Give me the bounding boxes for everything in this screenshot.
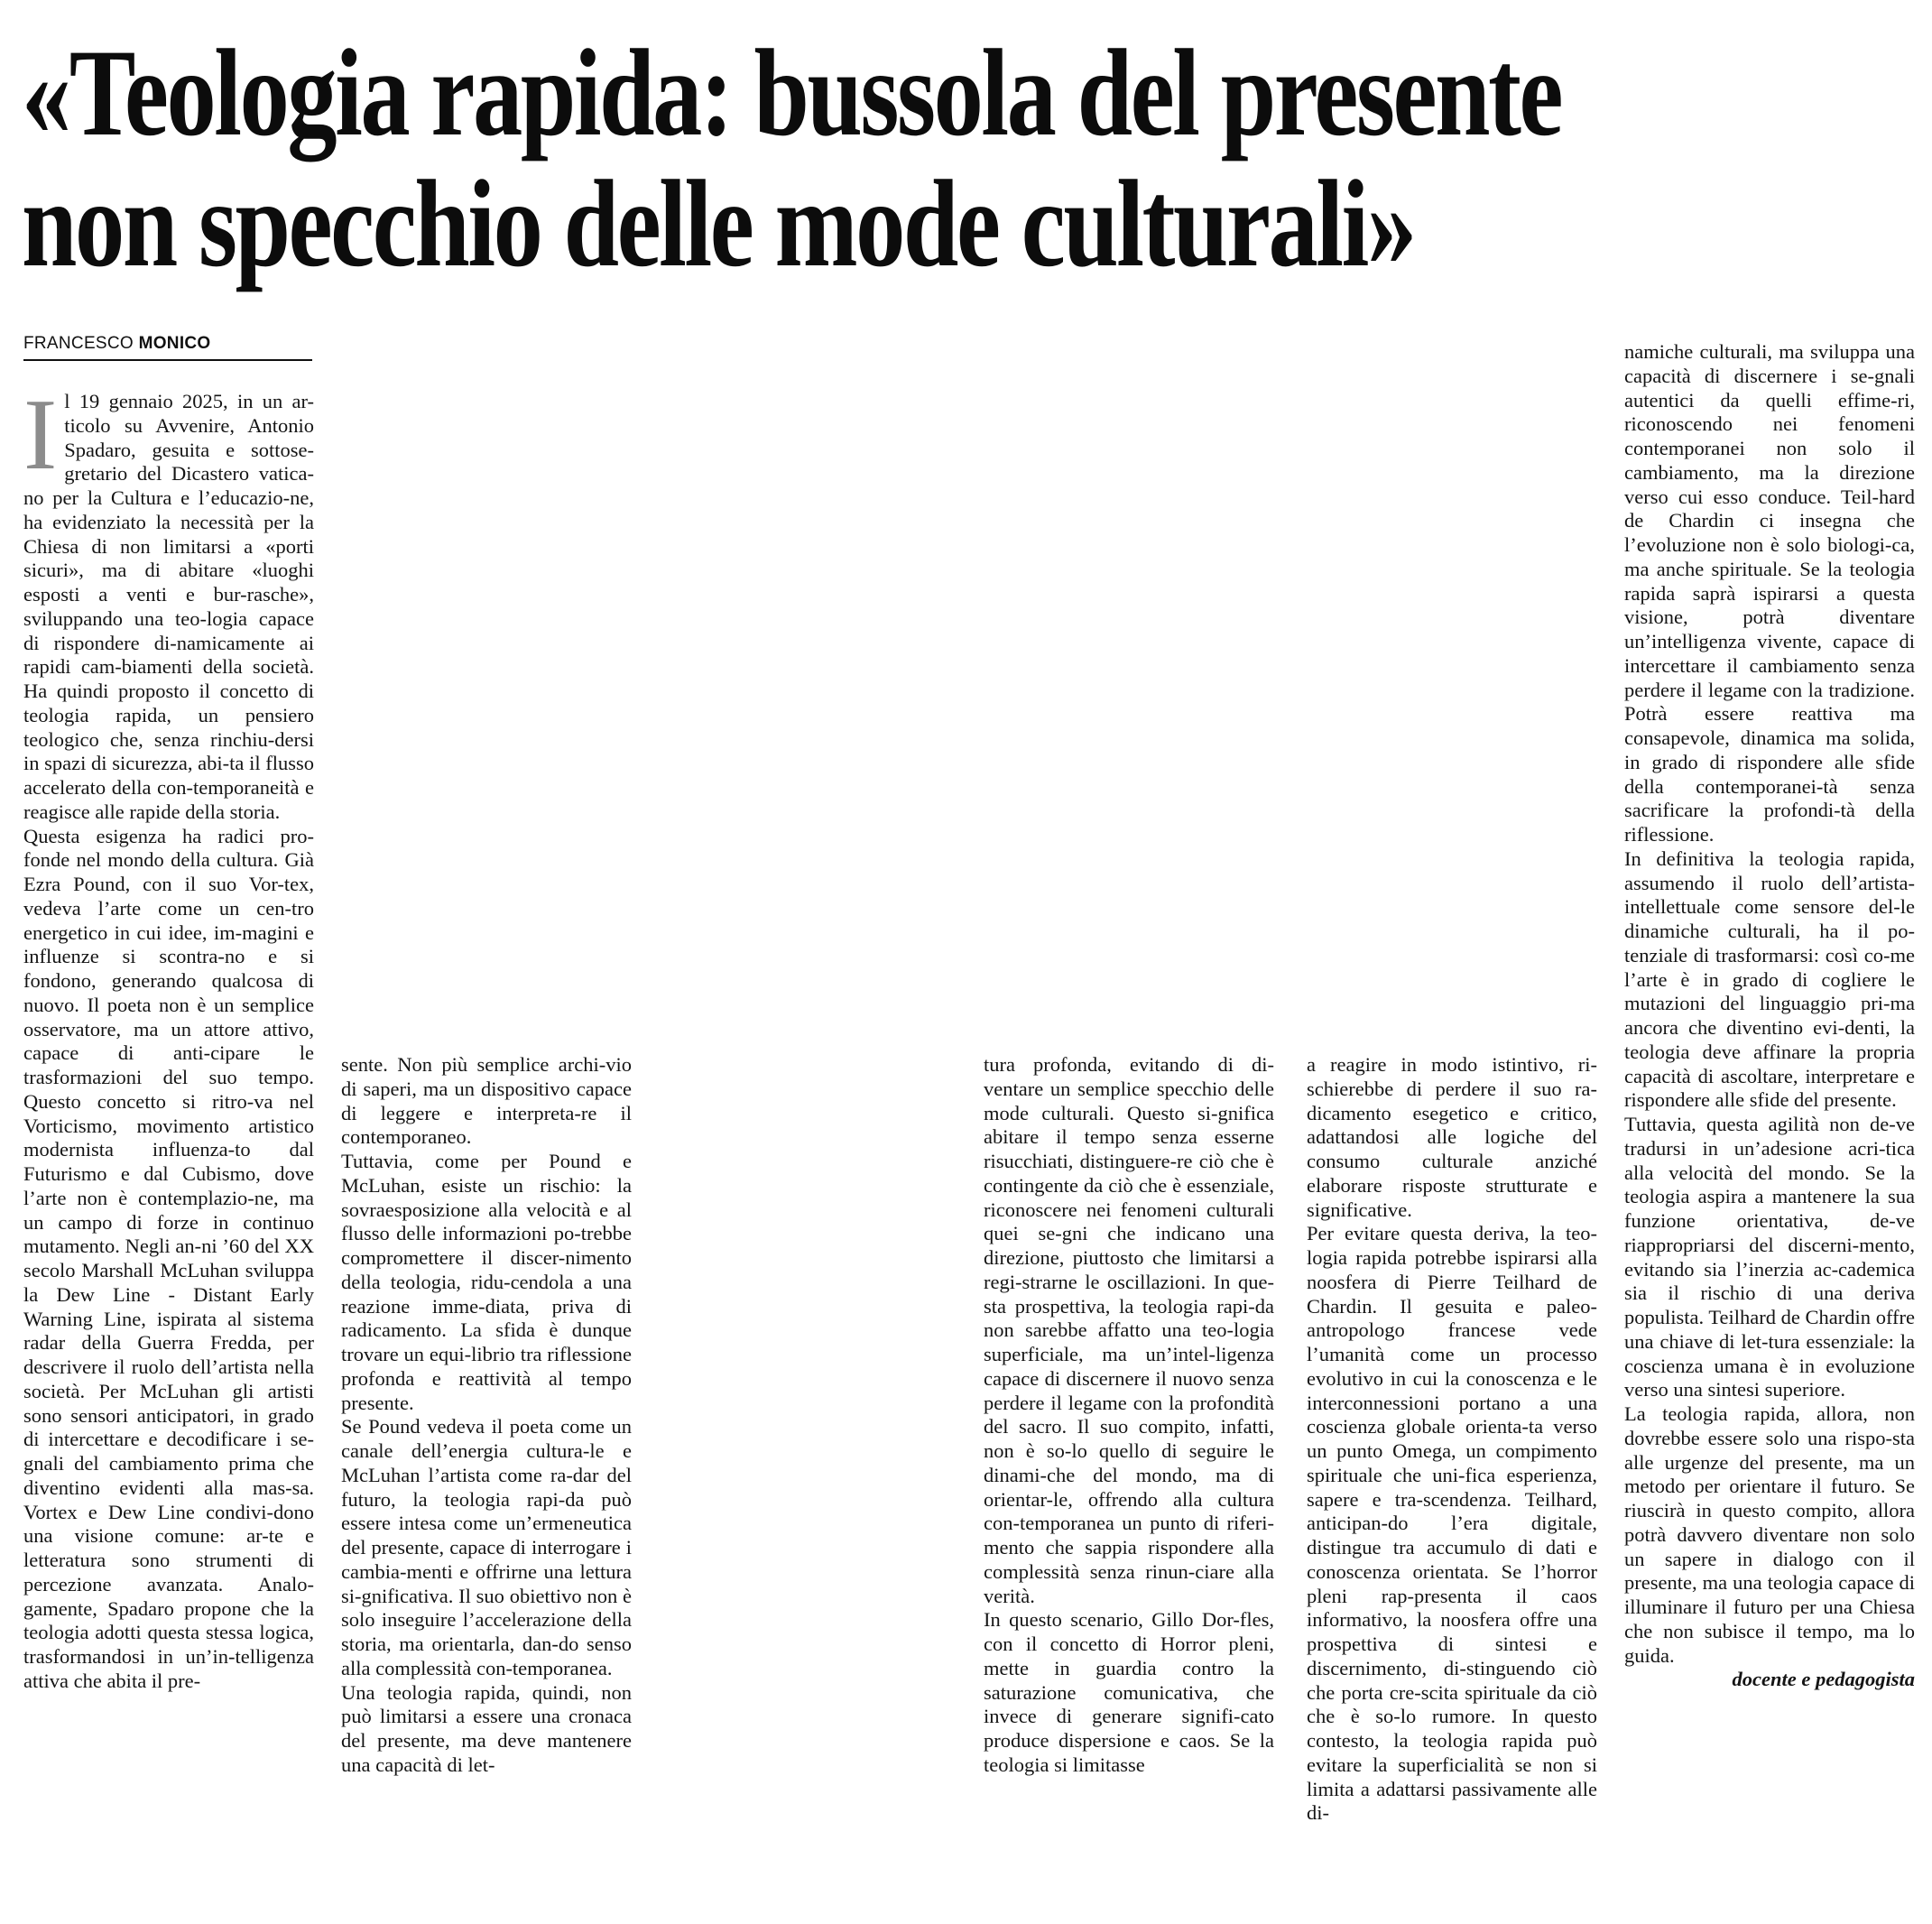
paragraph-text: Questa esigenza ha radici pro-fonde nel mondo della cultura. Già Ezra Pound, con il suo Vor-tex, vedeva l’arte come un cen-tro energetico in cui idee, im-magini e influenze si scontra-no e si fondono, generando qualcosa di nuovo. Il poeta non è un semplice osservatore, ma un attore attivo, capace di anti-cipare le trasformazioni del suo tempo. Questo concetto si ritro-va nel Vorticismo, movimento artistico modernista influenza-to dal Futurismo e dal Cubismo, dove l’arte non è contemplazio-ne, ma un campo di forze in continuo mutamento. Negli an-ni ’60 del XX secolo Marshall McLuhan sviluppa la Dew Line - Distant Early Warning Line, ispirata al sistema radar della Guerra Fredda, per descrivere il ruolo dell’artista nella società. Per McLuhan gli artisti sono sensori anticipatori, in grado di intercettare e decodificare i se-gnali del cambiamento prima che diventino evidenti alla mas-sa. Vortex e Dew Line condivi-dono una visione comune: ar-te e letteratura sono strumenti di percezione avanzata. Analo-gamente, Spadaro propone che la teologia adotti questa stessa logica, trasformandosi in un’in-telligenza attiva che abita il pre- — [23, 824, 314, 1692]
paragraph-text: Per evitare questa deriva, la teo-logia rapida potrebbe ispirarsi alla noosfera di Pierre Teilhard de Chardin. Il gesuita e paleo-antropologo francese vede l’umanità come un processo evolutivo in cui la conoscenza e le interconnessioni portano a una coscienza globale orienta-ta verso un punto Omega, un compimento spirituale che uni-fica esperienza, sapere e tra-scendenza. Teilhard, anticipan-do l’era digitale, distingue tra accumulo di dati e conoscenza orientata. Se l’horror pleni rap-presenta il caos informativo, la noosfera offre una prospettiva di sintesi e discernimento, di-stinguendo ciò che porta cre-scita spirituale da ciò che è so-lo rumore. In questo contesto, la teologia rapida può evitare la superficialità se non si limita a adattarsi passivamente alle di- — [1307, 1222, 1597, 1825]
article-column-5 — [1624, 340, 1915, 1692]
paragraph-text: In definitiva la teologia rapida, assumendo il ruolo dell’artista-intellettuale come sensore del-le dinamiche culturali, ha il po-tenziale di trasformarsi: così co-me l’arte è in grado di cogliere le mutazioni del linguaggio pri-ma ancora che diventino evi-denti, la teologia deve affinare la propria capacità di ascoltare, interpretare e rispondere alle sfide del presente. — [1624, 846, 1915, 1112]
paragraph-text: l 19 gennaio 2025, in un ar-ticolo su Avvenire, Antonio Spadaro, gesuita e sottose-gretario del Dicastero vatica-no per la Cultura e l’educazio-ne, ha evidenziato la necessità per la Chiesa di non limitarsi a «porti sicuri», ma di abitare «luoghi esposti a venti e bur-rasche», sviluppando una teo-logia capace di rispondere di-namicamente ai rapidi cam-biamenti della società. Ha quindi proposto il concetto di teologia rapida, un pensiero teologico che, senza rinchiu-dersi in spazi di sicurezza, abi-ta il flusso accelerato della con-temporaneità e reagisce alle rapide della storia. — [23, 390, 314, 823]
headline — [22, 23, 1562, 292]
paragraph-text: In questo scenario, Gillo Dor-fles, con il concetto di Horror pleni, mette in guardia contro la saturazione comunicativa, che invece di generare signifi-cato produce dispersione e caos. Se la teologia si limitasse — [984, 1608, 1274, 1776]
paragraph — [984, 1608, 1274, 1777]
byline — [23, 332, 312, 361]
paragraph — [1624, 847, 1915, 1113]
author-signature: docente e pedagogista — [1732, 1668, 1915, 1691]
paragraph-text: Se Pound vedeva il poeta come un canale dell’energia cultura-le e McLuhan l’artista come ra-dar del futuro, la teologia rapi-da può essere intesa come un’ermeneutica del presente, capace di interrogare i cambia-menti e offrirne una lettura si-gnificativa. Il suo obiettivo non è solo inseguire l’accelerazione della storia, ma orientarla, dan-do senso alla complessità con-temporanea. — [341, 1415, 632, 1679]
author-last-name: MONICO — [138, 334, 211, 353]
author-first-name: FRANCESCO — [23, 334, 134, 353]
paragraph-text: La teologia rapida, allora, non dovrebbe essere solo una rispo-sta alle urgenze del presente, ma un metodo per orientare il futuro. Se riuscirà in questo compito, allora potrà davvero diventare non solo un sapere in dialogo con il presente, ma una teologia capace di illuminare il futuro per una Chiesa che non subisce il tempo, ma lo guida. — [1624, 1402, 1915, 1667]
paragraph — [1624, 1113, 1915, 1402]
drop-cap: I — [23, 379, 58, 491]
paragraph-text: Tuttavia, come per Pound e McLuhan, esiste un rischio: la sovraesposizione alla velocità e al flusso delle informazioni po-trebbe compromettere il discer-nimento della teologia, ridu-cendola a una reazione imme-diata, priva di radicamento. La sfida è dunque trovare un equi-librio tra riflessione profonda e reattività al tempo presente. — [341, 1150, 632, 1414]
paragraph-text: tura profonda, evitando di di-ventare un semplice specchio delle mode culturali. Questo si-gnifica abitare il tempo senza esserne risucchiati, distinguere-re ciò che è contingente da ciò che è essenziale, riconoscere nei fenomeni culturali quei se-gni che indicano una direzione, piuttosto che limitarsi a regi-strarne le oscillazioni. In que-sta prospettiva, la teologia rapi-da non sarebbe affatto una teo-logia superficiale, ma un’intel-ligenza capace di discernere il nuovo senza perdere il legame con la profondità del sacro. Il suo compito, infatti, non è so-lo quello di seguire le dinami-che del mondo, ma di orientar-le, offrendo alla cultura con-temporanea un punto di riferi-mento che sappia rispondere alla complessità senza rinun-ciare alla verità. — [984, 1053, 1274, 1607]
paragraph — [1307, 1053, 1597, 1222]
paragraph — [341, 1681, 632, 1778]
paragraph — [23, 379, 314, 825]
article-column-2 — [341, 1053, 632, 1778]
paragraph-text: a reagire in modo istintivo, ri-schierebbe di perdere il suo ra-dicamento esegetico e critico, adattandosi alle logiche del consumo culturale anziché elaborare risposte strutturate e significative. — [1307, 1053, 1597, 1221]
paragraph-text: namiche culturali, ma sviluppa una capacità di discernere i se-gnali autentici da quelli effime-ri, riconoscendo nei fenomeni contemporanei non solo il cambiamento, ma la direzione verso cui esso conduce. Teil-hard de Chardin ci insegna che l’evoluzione non è solo biologi-ca, ma anche spirituale. Se la teologia rapida saprà ispirarsi a questa visione, potrà diventare un’intelligenza vivente, capace di intercettare il cambiamento senza perdere il legame con la tradizione. Potrà essere reattiva ma consapevole, dinamica ma solida, in grado di rispondere alle sfide della contemporanei-tà senza sacrificare la profondi-tà della riflessione. — [1624, 340, 1915, 846]
paragraph — [984, 1053, 1274, 1608]
headline-line-2: non specchio delle mode culturali» — [22, 154, 1415, 292]
article-column-4 — [1307, 1053, 1597, 1826]
paragraph-text: sente. Non più semplice archi-vio di saperi, ma un dispositivo capace di leggere e interpreta-re il contemporaneo. — [341, 1053, 632, 1149]
article-column-3 — [984, 1053, 1274, 1778]
paragraph — [23, 825, 314, 1694]
paragraph — [341, 1053, 632, 1150]
paragraph-text: Tuttavia, questa agilità non de-ve tradursi in un’adesione acri-tica alla velocità del mondo. Se la teologia aspira a mantenere la sua funzione orientativa, de-ve riappropriarsi del discerni-mento, evitando sia l’inerzia ac-cademica sia il rischio di una deriva populista. Teilhard de Chardin offre una chiave di let-tura essenziale: la coscienza umana è in evoluzione verso una sintesi superiore. — [1624, 1113, 1915, 1401]
paragraph — [1307, 1222, 1597, 1826]
paragraph-text: Una teologia rapida, quindi, non può limitarsi a essere una cronaca del presente, ma deve mantenere una capacità di let- — [341, 1680, 632, 1776]
headline-line-1: «Teologia rapida: bussola del presente — [22, 23, 1562, 162]
paragraph — [1624, 1402, 1915, 1668]
paragraph — [341, 1150, 632, 1415]
paragraph — [341, 1415, 632, 1680]
article-column-1 — [23, 379, 314, 1694]
paragraph — [1624, 340, 1915, 847]
